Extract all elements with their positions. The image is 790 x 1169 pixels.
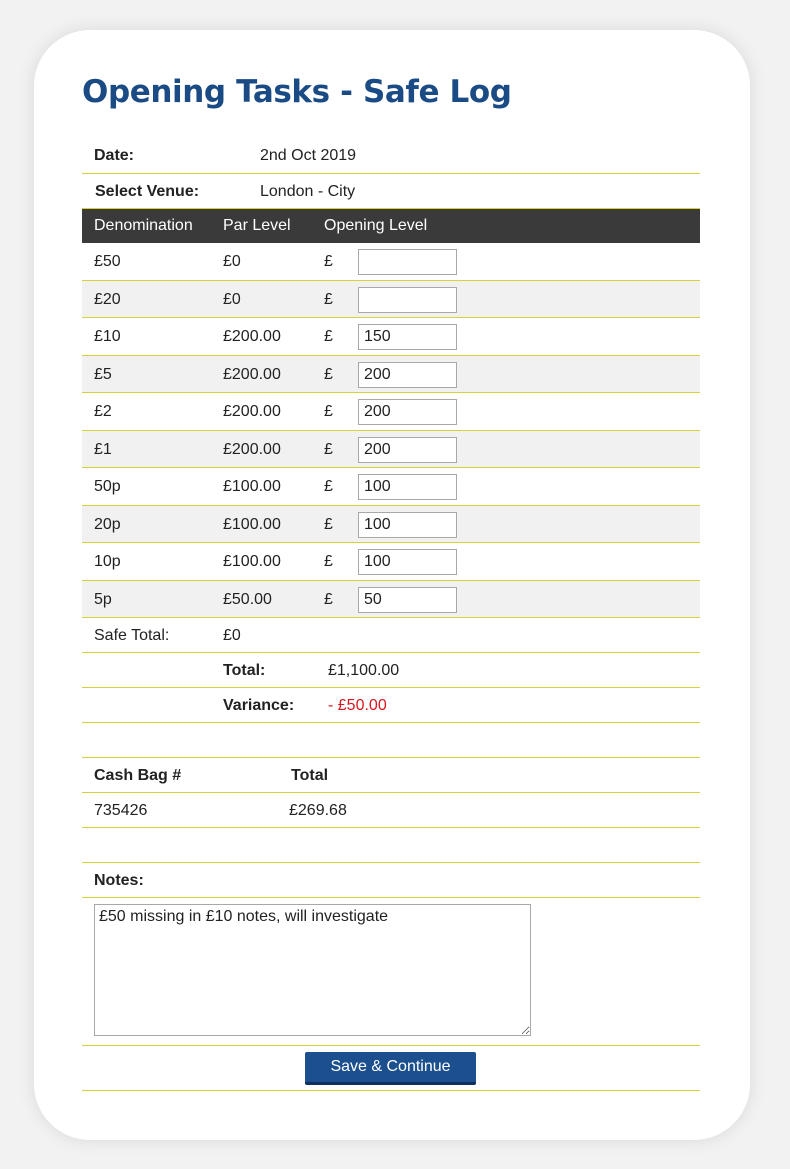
header-denomination: Denomination <box>94 217 193 234</box>
currency-symbol: £ <box>324 515 333 533</box>
par-level-cell: £200.00 <box>223 403 281 420</box>
opening-level-input[interactable] <box>358 362 457 388</box>
denomination-cell: £10 <box>94 328 121 345</box>
denomination-cell: 5p <box>94 590 112 608</box>
venue-label: Select Venue: <box>95 183 200 200</box>
table-row <box>82 356 700 394</box>
opening-level-input[interactable] <box>358 249 457 275</box>
par-level-cell: £0 <box>223 253 241 270</box>
currency-symbol: £ <box>324 365 333 383</box>
par-level-cell: £100.00 <box>223 553 281 570</box>
par-level-cell: £100.00 <box>223 515 281 533</box>
cash-bag-total: £269.68 <box>289 802 347 819</box>
opening-level-input[interactable] <box>358 324 457 350</box>
par-level-cell: £50.00 <box>223 590 272 608</box>
list-item <box>82 793 700 828</box>
header-par-level: Par Level <box>223 217 291 234</box>
table-row <box>82 318 700 356</box>
opening-level-input[interactable] <box>358 587 457 613</box>
opening-level-input[interactable] <box>358 399 457 425</box>
par-level-cell: £200.00 <box>223 365 281 383</box>
notes-label: Notes: <box>94 872 144 889</box>
currency-symbol: £ <box>324 290 333 308</box>
table-row <box>82 431 700 469</box>
notes-header <box>82 863 700 898</box>
venue-row <box>82 174 700 209</box>
denomination-cell: 10p <box>94 553 121 570</box>
par-level-cell: £200.00 <box>223 440 281 458</box>
currency-symbol: £ <box>324 403 333 420</box>
safe-total-value: £0 <box>223 627 241 644</box>
total-value: £1,100.00 <box>328 662 400 679</box>
variance-label: Variance: <box>223 697 295 714</box>
currency-symbol: £ <box>324 253 333 270</box>
denomination-cell: £5 <box>94 365 112 383</box>
safe-log-form <box>82 138 700 1091</box>
denomination-cell: £50 <box>94 253 121 270</box>
table-row <box>82 506 700 544</box>
variance-value: - £50.00 <box>328 697 387 714</box>
table-row <box>82 393 700 431</box>
currency-symbol: £ <box>324 478 333 495</box>
notes-row <box>82 898 700 1046</box>
header-cash-bag-total: Total <box>291 767 329 784</box>
save-continue-button[interactable]: Save & Continue <box>305 1052 476 1085</box>
date-label: Date: <box>94 147 135 164</box>
denomination-cell: £2 <box>94 403 112 420</box>
opening-level-input[interactable] <box>358 512 457 538</box>
total-label: Total: <box>223 662 266 679</box>
par-level-cell: £100.00 <box>223 478 281 495</box>
header-cash-bag-number: Cash Bag # <box>94 767 182 784</box>
date-value: 2nd Oct 2019 <box>260 147 357 164</box>
par-level-cell: £0 <box>223 290 241 308</box>
total-row <box>82 653 700 688</box>
venue-value: London - City <box>260 183 356 200</box>
notes-textarea[interactable] <box>94 904 531 1036</box>
variance-row <box>82 688 700 723</box>
denomination-cell: 20p <box>94 515 121 533</box>
table-row <box>82 243 700 281</box>
section-spacer <box>82 828 700 863</box>
denomination-cell: £20 <box>94 290 121 308</box>
safe-total-row <box>82 618 700 653</box>
date-row <box>82 138 700 174</box>
page-title: Opening Tasks - Safe Log <box>82 74 512 110</box>
currency-symbol: £ <box>324 590 333 608</box>
safe-total-label: Safe Total: <box>94 627 170 644</box>
opening-level-input[interactable] <box>358 549 457 575</box>
opening-level-input[interactable] <box>358 474 457 500</box>
denomination-cell: 50p <box>94 478 121 495</box>
denomination-cell: £1 <box>94 440 112 458</box>
table-row <box>82 281 700 319</box>
cash-bag-header <box>82 758 700 793</box>
opening-level-input[interactable] <box>358 437 457 463</box>
table-row <box>82 581 700 619</box>
currency-symbol: £ <box>324 440 333 458</box>
header-opening-level: Opening Level <box>324 217 428 234</box>
table-row <box>82 543 700 581</box>
currency-symbol: £ <box>324 328 333 345</box>
table-row <box>82 468 700 506</box>
opening-level-input[interactable] <box>358 287 457 313</box>
denomination-table-header <box>82 209 700 243</box>
actions-row <box>82 1046 700 1091</box>
section-spacer <box>82 723 700 758</box>
currency-symbol: £ <box>324 553 333 570</box>
cash-bag-number: 735426 <box>94 802 148 819</box>
par-level-cell: £200.00 <box>223 328 281 345</box>
